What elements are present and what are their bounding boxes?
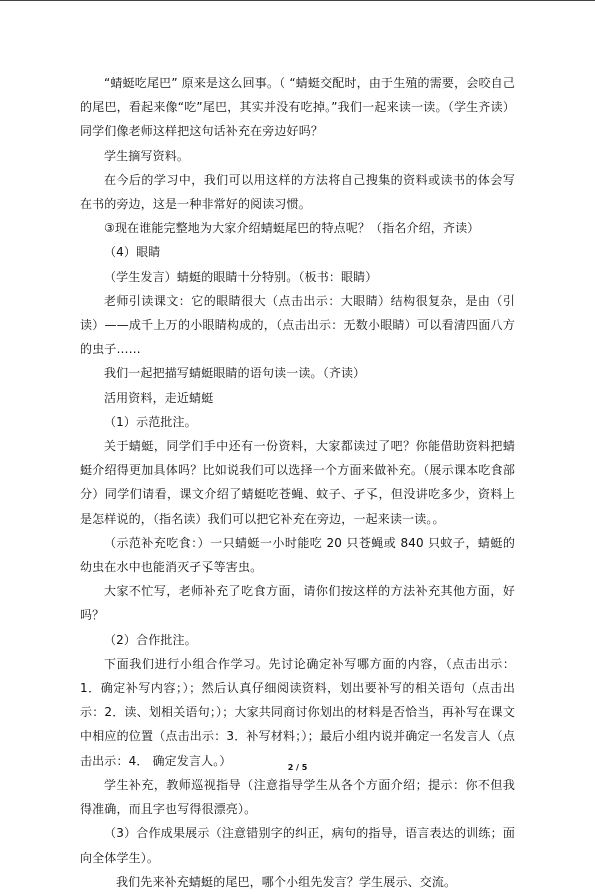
paragraph: 大家不忙写，老师补充了吃食方面，请你们按这样的方法补充其他方面，好吗？: [80, 584, 515, 623]
paragraph: 关于蜻蜓，同学们手中还有一份资料，大家都读过了吧？你能借助资料把蜻蜓介绍得更加具体吗？比如说我们可以选择一个方面来做补充。（展示课本吃食部分）同学们请看，课文介绍了蜻蜓吃苍蝇、蚊子、孑孓，但没讲吃多少，资料上是怎样说的，（指名读）我们可以把它补充在旁边，一起来读一读。。: [80, 439, 515, 526]
paragraph: 学生补充，教师巡视指导（注意指导学生从各个方面介绍；提示：你不但我得准确，而且字也写得很漂亮）。: [80, 777, 515, 817]
paragraph: （示范补充吃食：）一只蜻蜓一小时能吃 20 只苍蝇或 840 只蚊子，蜻蜓的幼虫在水中也能消灭孑孓等害虫。: [80, 535, 515, 575]
paragraph: （3）合作成果展示（注意错别字的纠正，病句的指导，语言表达的训练；面向全体学生）。: [80, 826, 515, 865]
paragraph: （2）合作批注。: [104, 632, 197, 647]
header-rule: [0, 0, 595, 1]
paragraph: ③现在谁能完整地为大家介绍蜻蜓尾巴的特点呢？（指名介绍，齐读）: [104, 221, 480, 236]
paragraph: 老师引读课文：它的眼睛很大（点击出示：大眼睛）结构很复杂，是由（引读）——成千上万的小眼睛构成的，（点击出示：无数小眼睛）可以看清四面八方的虫子……: [80, 293, 515, 357]
paragraph: 活用资料，走近蜻蜓: [104, 390, 214, 405]
paragraph: （学生发言）蜻蜓的眼睛十分特别。（板书：眼睛）: [104, 269, 378, 284]
paragraph: （1）示范批注。: [104, 414, 197, 429]
paragraph: 在今后的学习中，我们可以用这样的方法将自己搜集的资料或读书的体会写在书的旁边，这是一种非常好的阅读习惯。: [80, 172, 515, 212]
paragraph: “蜻蜓吃尾巴” 原来是这么回事。（ “蜻蜓交配时，由于生殖的需要，会咬自己的尾巴，看起来像“吃”尾巴，其实并没有吃掉。”我们一起来读一读。（学生齐读）同学们像老师这样把这句话补充在旁边好吗？: [80, 76, 515, 139]
paragraph: 我们一起把描写蜻蜓眼睛的语句读一读。（齐读）: [104, 366, 366, 381]
paragraph: 学生摘写资料。: [104, 148, 190, 163]
page-number: 2 / 5: [287, 763, 308, 772]
paragraph: 下面我们进行小组合作学习。先讨论确定补写哪方面的内容，（点击出示：1．确定补写内容；）；然后认真仔细阅读资料，划出要补写的相关语句（点击出示：2．读、划相关语句；）；大家共同商讨你划出的材料是否恰当，再补写在课文中相应的位置（点击出示：3．补写材料；）；最后小组内说并确定一名发言人（点击出示：4． 确定发言人。）: [80, 656, 515, 768]
paragraph: （4）眼睛: [104, 245, 161, 260]
paragraph: 我们先来补充蜻蜓的尾巴，哪个小组先发言？学生展示、交流。: [116, 874, 457, 889]
